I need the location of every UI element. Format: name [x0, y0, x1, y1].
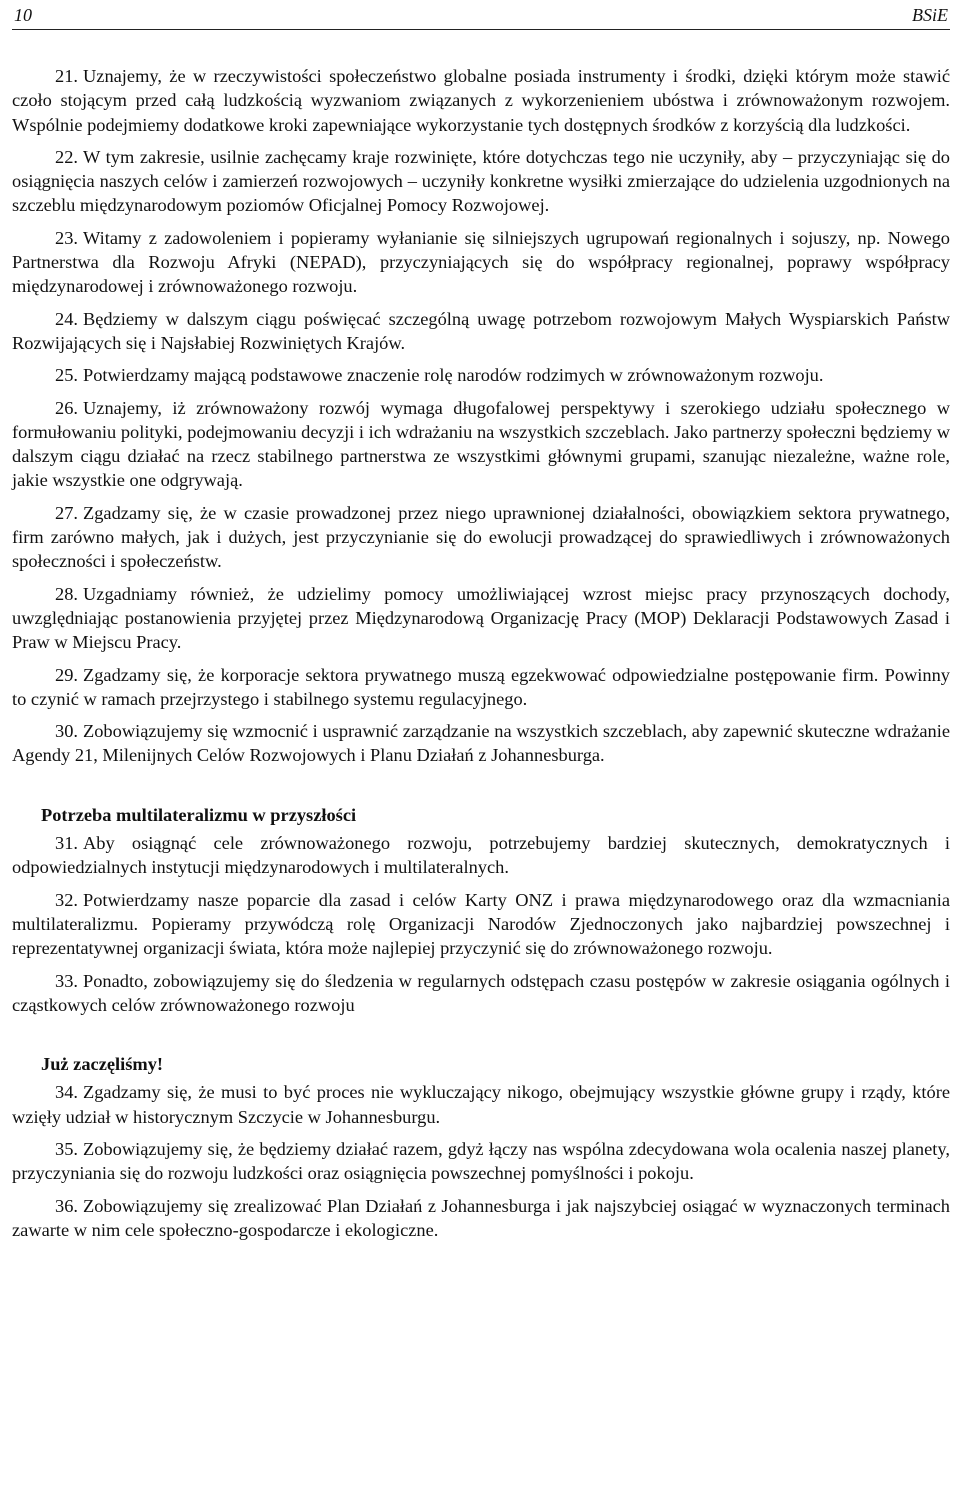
paragraph-number: 33.: [55, 970, 78, 991]
section-we-have-started: [12, 1052, 950, 1242]
paragraph-number: 35.: [55, 1138, 78, 1159]
paragraph: [12, 226, 950, 299]
section-heading: Już zaczęliśmy!: [41, 1054, 164, 1075]
paragraph: [12, 888, 950, 961]
paragraph-number: 28.: [55, 583, 78, 604]
paragraph-number: 21.: [55, 66, 78, 86]
paragraph-number: 30.: [55, 721, 78, 742]
paragraph-number: 36.: [55, 1195, 78, 1216]
paragraph: [12, 1080, 950, 1129]
paragraph-number: 23.: [55, 227, 78, 248]
paragraph: [12, 831, 950, 880]
paragraph-text: Zgadzamy się, że w czasie prowadzonej przez niego uprawnionej działalności, obowiązkiem sektora prywatnego, firm zarówno małych, jak i dużych, jest przyczynianie się do ewolucji prowadzącej do sprawiedliwych i zrównoważonych społeczności i społeczeństw.: [12, 502, 950, 572]
paragraph-text: Zgadzamy się, że korporacje sektora prywatnego muszą egzekwować odpowiedzialne postępowanie firm. Powinny to czynić w ramach przejrzystego i stabilnego systemu regulacyjnego.: [12, 664, 950, 709]
paragraph-text: Zobowiązujemy się wzmocnić i usprawnić zarządzanie na wszystkich szczeblach, aby zapewnić skuteczne wdrażanie Agendy 21, Milenijnych Celów Rozwojowych i Planu Działań z Johannesburga.: [12, 721, 950, 766]
paragraph-number: 32.: [55, 889, 78, 910]
paragraph-group-a: [12, 64, 950, 768]
paragraph-text: Zobowiązujemy się zrealizować Plan Działań z Johannesburga i jak najszybciej osiągać w wyznaczonych terminach zawarte w nim cele społeczno-gospodarcze i ekologiczne.: [12, 1195, 950, 1240]
paragraph: [12, 1194, 950, 1243]
page-header: [12, 0, 950, 30]
paragraph-text: Zobowiązujemy się, że będziemy działać razem, gdyż łączy nas wspólna zdecydowana wola ocalenia naszej planety, przyczyniania się do rozwoju ludzkości oraz osiągnięcia powszechnej pomyślności i pokoju.: [12, 1138, 950, 1184]
paragraph: [12, 396, 950, 493]
paragraph: [12, 663, 950, 712]
paragraph-text: Będziemy w dalszym ciągu poświęcać szczególną uwagę potrzebom rozwojowym Małych Wyspiarskich Państw Rozwijających się i Najsłabiej Rozwiniętych Krajów.: [12, 308, 950, 353]
paragraph: [12, 307, 950, 356]
paragraph-text: Zgadzamy się, że musi to być proces nie wykluczający nikogo, obejmujący wszystkie główne grupy i rządy, które wzięły udział w historycznym Szczycie w Johannesburgu.: [12, 1082, 950, 1127]
paragraph: [12, 64, 950, 137]
paragraph-text: Potwierdzamy nasze poparcie dla zasad i celów Karty ONZ i prawa międzynarodowego oraz dla wzmacniania multilateralizmu. Popieramy przywódczą rolę Organizacji Narodów Zjednoczonych jako najbardziej powszechnej i reprezentatywnej organizacji świata, która może najlepiej przyczynić się do zrównoważonego rozwoju.: [12, 889, 950, 959]
document-body: [12, 30, 950, 1242]
page-number: 10: [14, 5, 32, 25]
paragraph-number: 31.: [55, 833, 78, 854]
section-spacer: [12, 1025, 950, 1052]
paragraph-text: W tym zakresie, usilnie zachęcamy kraje rozwinięte, które dotychczas tego nie uczyniły, aby – przyczyniając się do osiągnięcia naszych celów i zamierzeń rozwojowych – uczyniły konkretne wysiłki zmierzające do udzielenia uzgodnionych na szczeblu międzynarodowym poziomów Oficjalnej Pomocy Rozwojowej.: [12, 146, 950, 216]
publisher-name: BSiE: [912, 5, 948, 25]
paragraph-text: Uzgadniamy również, że udzielimy pomocy umożliwiającej wzrost miejsc pracy przynoszących dochody, uwzględniając postanowienia przyjętej przez Międzynarodową Organizację Pracy (MOP) Deklaracji Podstawowych Zasad i Praw w Miejscu Pracy.: [12, 583, 950, 653]
paragraph-number: 27.: [55, 502, 78, 523]
paragraph: [12, 719, 950, 768]
paragraph: [12, 145, 950, 218]
section-heading: Potrzeba multilateralizmu w przyszłości: [41, 804, 357, 825]
paragraph-number: 34.: [55, 1082, 78, 1103]
paragraph-number: 22.: [55, 146, 78, 167]
paragraph-text: Witamy z zadowoleniem i popieramy wyłanianie się silniejszych ugrupowań regionalnych i sojuszy, np. Nowego Partnerstwa dla Rozwoju Afryki (NEPAD), przyczyniających się do współpracy regionalnej, poprawy współpracy międzynarodowej i zrównoważonego rozwoju.: [12, 227, 950, 297]
paragraph-text: Potwierdzamy mającą podstawowe znaczenie rolę narodów rodzimych w zrównoważonym rozwoju.: [83, 365, 824, 386]
paragraph: [12, 582, 950, 655]
paragraph-number: 29.: [55, 664, 78, 685]
paragraph: [12, 1137, 950, 1186]
section-spacer: [12, 776, 950, 803]
paragraph: [12, 363, 950, 387]
paragraph-number: 25.: [55, 365, 78, 386]
paragraph-text: Aby osiągnąć cele zrównoważonego rozwoju, potrzebujemy bardziej skutecznych, demokratycznych i odpowiedzialnych instytucji międzynarodowych i multilateralnych.: [12, 833, 950, 878]
section-multilateralism: [12, 803, 950, 1017]
paragraph: [12, 969, 950, 1018]
paragraph: [12, 501, 950, 574]
paragraph-number: 26.: [55, 397, 78, 418]
paragraph-text: Uznajemy, iż zrównoważony rozwój wymaga długofalowej perspektywy i szerokiego udziału społecznego w formułowaniu polityki, podejmowaniu decyzji i ich wdrażaniu na wszystkich szczeblach. Jako partnerzy społeczni będziemy w dalszym ciągu działać na rzecz stabilnego partnerstwa ze wszystkimi głównymi grupami, szanując niezależne, ważne role, jakie wszystkie one odgrywają.: [12, 397, 950, 491]
paragraph-text: Ponadto, zobowiązujemy się do śledzenia w regularnych odstępach czasu postępów w zakresie osiągania ogólnych i cząstkowych celów zrównoważonego rozwoju: [12, 970, 950, 1015]
paragraph-number: 24.: [55, 308, 78, 329]
paragraph-text: Uznajemy, że w rzeczywistości społeczeństwo globalne posiada instrumenty i środki, dzięki którym może stawić czoło stojącym przed całą ludzkością wyzwaniom związanych z wykorzenieniem ubóstwa i zrównoważonym rozwojem. Wspólnie podejmiemy dodatkowe kroki zapewniające wykorzystanie tych dostępnych środków z korzyścią dla ludzkości.: [12, 66, 950, 135]
